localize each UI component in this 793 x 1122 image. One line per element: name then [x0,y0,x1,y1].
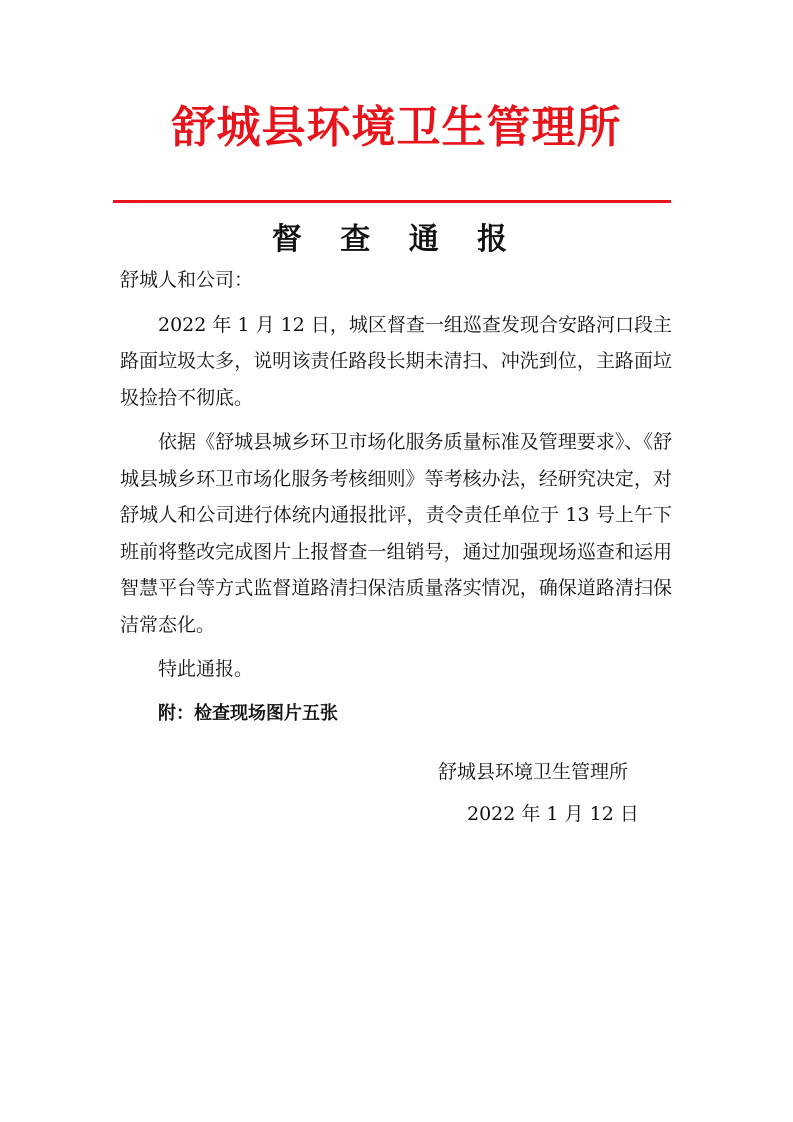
signature-organization: 舒城县环境卫生管理所 [438,761,629,783]
signature-date: 2022 年 1 月 12 日 [467,803,639,825]
body-paragraph-1: 2022 年 1 月 12 日，城区督查一组巡查发现合安路河口段主路面垃圾太多，说明该责任路段长期未清扫、冲洗到位，主路面垃圾捡拾不彻底。 [120,313,672,409]
organization-header: 舒城县环境卫生管理所 [171,102,622,153]
closing-remark: 特此通报。 [158,658,254,680]
red-divider-line [113,200,671,203]
document-body [120,262,672,732]
document-title: 督 查 通 报 [271,222,522,257]
body-paragraph-2: 依据《舒城县城乡环卫市场化服务质量标准及管理要求》、《舒城县城乡环卫市场化服务考核细则》等考核办法，经研究决定，对舒城人和公司进行体统内通报批评，责令责任单位于 13 号上午下班前将整改完成图片上报督查一组销号，通过加强现场巡查和运用智慧平台等方式监督道路清扫保洁质量落实情况，确保道路清扫保洁常态化。 [120,431,672,636]
attachment-note: 附：检查现场图片五张 [158,702,338,724]
addressee: 舒城人和公司： [120,269,254,291]
